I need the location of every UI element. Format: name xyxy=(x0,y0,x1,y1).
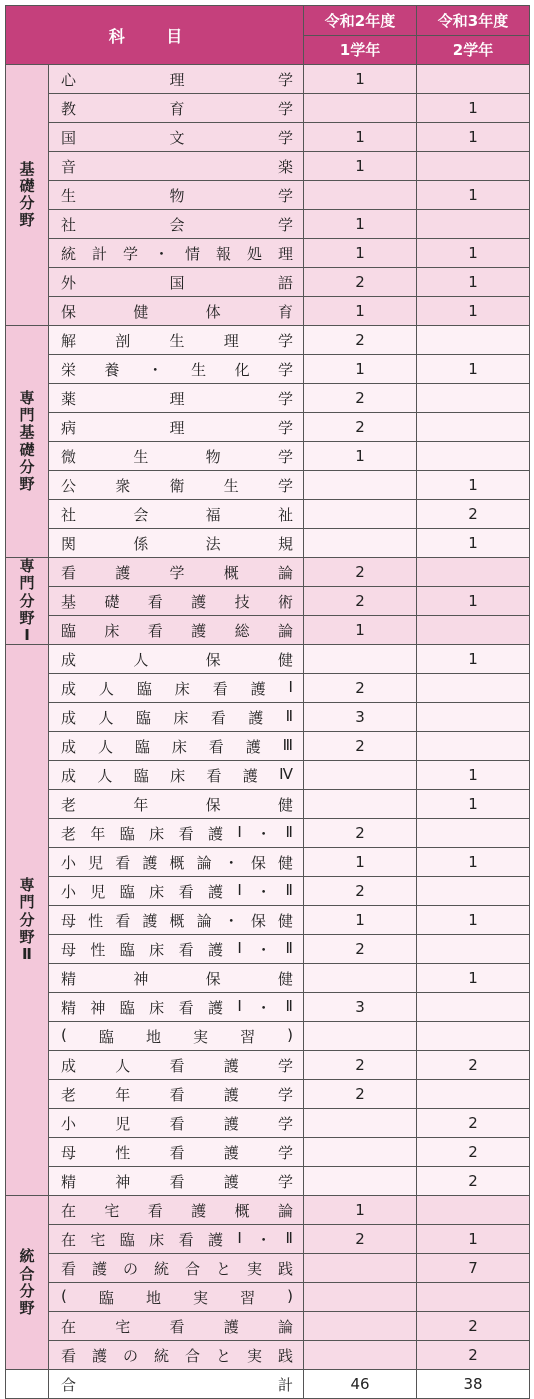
year1-value: 2 xyxy=(304,413,417,442)
table-row xyxy=(6,1341,530,1370)
subject-cell: 臨 床 看 護 総 論 xyxy=(49,616,304,645)
subject-cell: 保 健 体 育 xyxy=(49,297,304,326)
year1-value xyxy=(304,964,417,993)
subject-cell: 母 性 看 護 学 xyxy=(49,1138,304,1167)
total-label xyxy=(49,1370,304,1399)
year1-value: 3 xyxy=(304,993,417,1022)
year2-value: 2 xyxy=(417,1312,530,1341)
year2-value: 1 xyxy=(417,355,530,384)
year2-value: 2 xyxy=(417,1167,530,1196)
year1-value xyxy=(304,645,417,674)
table-row xyxy=(6,819,530,848)
year1-value: 2 xyxy=(304,1225,417,1254)
year2-value xyxy=(417,703,530,732)
subject-cell: 教 育 学 xyxy=(49,94,304,123)
year2-value xyxy=(417,993,530,1022)
total-year1: 46 xyxy=(304,1370,417,1399)
year2-value: 7 xyxy=(417,1254,530,1283)
year2-value xyxy=(417,1080,530,1109)
table-row xyxy=(6,1080,530,1109)
year2-value: 1 xyxy=(417,761,530,790)
year1-value xyxy=(304,471,417,500)
year2-value: 1 xyxy=(417,848,530,877)
table-row xyxy=(6,993,530,1022)
year1-value xyxy=(304,761,417,790)
year2-value: 1 xyxy=(417,1225,530,1254)
subject-header: 科 目 xyxy=(6,6,304,65)
subject-cell: 小 児 看 護 学 xyxy=(49,1109,304,1138)
year2-value xyxy=(417,384,530,413)
year1-header: 令和2年度 xyxy=(304,6,417,36)
table-body xyxy=(6,65,530,1370)
year2-header: 令和3年度 xyxy=(417,6,530,36)
table-row xyxy=(6,123,530,152)
subject-cell: 老 年 保 健 xyxy=(49,790,304,819)
subject-cell: 成 人 保 健 xyxy=(49,645,304,674)
subject-cell: 成 人 臨 床 看 護 Ⅱ xyxy=(49,703,304,732)
subject-cell: 在 宅 看 護 論 xyxy=(49,1312,304,1341)
subject-cell: 精 神 臨 床 看 護 Ⅰ ・ Ⅱ xyxy=(49,993,304,1022)
year1-value: 1 xyxy=(304,355,417,384)
subject-cell: 小 児 臨 床 看 護 Ⅰ ・ Ⅱ xyxy=(49,877,304,906)
year2-value xyxy=(417,819,530,848)
subject-cell: 国 文 学 xyxy=(49,123,304,152)
subject-cell: 母 性 看 護 概 論 ・ 保 健 xyxy=(49,906,304,935)
table-row xyxy=(6,1312,530,1341)
year1-value xyxy=(304,1022,417,1051)
table-row xyxy=(6,674,530,703)
curriculum-table xyxy=(5,5,530,1399)
table-row xyxy=(6,413,530,442)
year1-value: 1 xyxy=(304,210,417,239)
total-label-right: 計 xyxy=(278,1375,294,1394)
total-blank-cell xyxy=(6,1370,49,1399)
year1-value xyxy=(304,1167,417,1196)
year2-value xyxy=(417,732,530,761)
table-row xyxy=(6,935,530,964)
subject-cell: 成 人 臨 床 看 護 Ⅰ xyxy=(49,674,304,703)
subject-cell: 看 護 の 統 合 と 実 践 xyxy=(49,1341,304,1370)
subject-cell: 看 護 学 概 論 xyxy=(49,558,304,587)
table-row xyxy=(6,181,530,210)
year1-value xyxy=(304,181,417,210)
year2-value: 1 xyxy=(417,906,530,935)
table-row xyxy=(6,471,530,500)
year2-value xyxy=(417,442,530,471)
year1-value: 2 xyxy=(304,268,417,297)
table-row xyxy=(6,326,530,355)
table-row xyxy=(6,297,530,326)
table-row xyxy=(6,355,530,384)
year2-value: 1 xyxy=(417,529,530,558)
year2-value: 1 xyxy=(417,239,530,268)
table-row xyxy=(6,1022,530,1051)
year1-value: 2 xyxy=(304,674,417,703)
year1-value: 1 xyxy=(304,616,417,645)
year2-value xyxy=(417,210,530,239)
year1-value xyxy=(304,1312,417,1341)
subject-cell: 栄 養 ・ 生 化 学 xyxy=(49,355,304,384)
year1-value: 1 xyxy=(304,239,417,268)
table-row xyxy=(6,1196,530,1225)
year1-value: 1 xyxy=(304,297,417,326)
subject-cell: 老 年 臨 床 看 護 Ⅰ ・ Ⅱ xyxy=(49,819,304,848)
table-row xyxy=(6,1167,530,1196)
subject-cell: 看 護 の 統 合 と 実 践 xyxy=(49,1254,304,1283)
table-row xyxy=(6,558,530,587)
year2-value: 2 xyxy=(417,1138,530,1167)
category-cell: 統 合 分 野 xyxy=(6,1196,49,1370)
year1-value: 1 xyxy=(304,152,417,181)
year2-value: 1 xyxy=(417,587,530,616)
total-year2: 38 xyxy=(417,1370,530,1399)
table-row xyxy=(6,761,530,790)
year1-value: 2 xyxy=(304,877,417,906)
year1-value: 2 xyxy=(304,935,417,964)
year2-value: 1 xyxy=(417,123,530,152)
table-row xyxy=(6,645,530,674)
category-cell: 専 門 分 野 Ⅱ xyxy=(6,645,49,1196)
subject-cell: 成 人 臨 床 看 護 Ⅳ xyxy=(49,761,304,790)
subject-cell: 微 生 物 学 xyxy=(49,442,304,471)
year1-value: 2 xyxy=(304,732,417,761)
subject-cell: 外 国 語 xyxy=(49,268,304,297)
year2-value xyxy=(417,326,530,355)
table-row xyxy=(6,384,530,413)
table-row xyxy=(6,1138,530,1167)
subject-cell: 病 理 学 xyxy=(49,413,304,442)
year2-value xyxy=(417,616,530,645)
subject-cell: 精 神 看 護 学 xyxy=(49,1167,304,1196)
subject-cell: 社 会 学 xyxy=(49,210,304,239)
total-label-left: 合 xyxy=(61,1375,77,1394)
year1-value: 2 xyxy=(304,384,417,413)
year1-value: 1 xyxy=(304,1196,417,1225)
subject-cell: 統 計 学 ・ 情 報 処 理 xyxy=(49,239,304,268)
year1-value xyxy=(304,94,417,123)
year1-value: 2 xyxy=(304,587,417,616)
year2-value: 1 xyxy=(417,181,530,210)
subject-cell: 関 係 法 規 xyxy=(49,529,304,558)
subject-cell: 薬 理 学 xyxy=(49,384,304,413)
year1-value: 1 xyxy=(304,123,417,152)
year2-grade-header: 2学年 xyxy=(417,35,530,65)
table-row xyxy=(6,1051,530,1080)
table-row xyxy=(6,1254,530,1283)
year2-value xyxy=(417,877,530,906)
year2-value xyxy=(417,935,530,964)
subject-cell: 生 物 学 xyxy=(49,181,304,210)
table-row xyxy=(6,616,530,645)
year1-value: 2 xyxy=(304,819,417,848)
table-row xyxy=(6,529,530,558)
year1-value: 2 xyxy=(304,326,417,355)
table-row xyxy=(6,790,530,819)
year1-value xyxy=(304,1283,417,1312)
table-row xyxy=(6,877,530,906)
year2-value: 1 xyxy=(417,94,530,123)
year2-value: 2 xyxy=(417,1109,530,1138)
subject-cell: 公 衆 衛 生 学 xyxy=(49,471,304,500)
subject-cell: 成 人 臨 床 看 護 Ⅲ xyxy=(49,732,304,761)
year1-value xyxy=(304,1109,417,1138)
table-row xyxy=(6,703,530,732)
subject-cell: 音 楽 xyxy=(49,152,304,181)
year2-value xyxy=(417,558,530,587)
table-row xyxy=(6,268,530,297)
year1-value xyxy=(304,1254,417,1283)
year1-value: 1 xyxy=(304,65,417,94)
year2-value xyxy=(417,152,530,181)
year2-value: 1 xyxy=(417,471,530,500)
year1-value xyxy=(304,529,417,558)
table-row xyxy=(6,442,530,471)
year2-value xyxy=(417,674,530,703)
year2-value: 1 xyxy=(417,297,530,326)
year2-value: 2 xyxy=(417,500,530,529)
year1-value: 2 xyxy=(304,1080,417,1109)
table-row xyxy=(6,94,530,123)
subject-cell: 解 剖 生 理 学 xyxy=(49,326,304,355)
table-row xyxy=(6,152,530,181)
subject-cell: 在 宅 看 護 概 論 xyxy=(49,1196,304,1225)
total-row xyxy=(6,1370,530,1399)
category-cell: 専 門 分 野 Ⅰ xyxy=(6,558,49,645)
year1-value: 1 xyxy=(304,906,417,935)
year2-value xyxy=(417,1022,530,1051)
table-row xyxy=(6,587,530,616)
table-row xyxy=(6,964,530,993)
year2-value: 1 xyxy=(417,268,530,297)
table-row xyxy=(6,210,530,239)
year2-value: 2 xyxy=(417,1051,530,1080)
table-row xyxy=(6,1225,530,1254)
year1-grade-header: 1学年 xyxy=(304,35,417,65)
table-row xyxy=(6,239,530,268)
year1-value: 1 xyxy=(304,442,417,471)
year1-value xyxy=(304,500,417,529)
category-cell: 専 門 基 礎 分 野 xyxy=(6,326,49,558)
year1-value: 2 xyxy=(304,558,417,587)
table-row xyxy=(6,65,530,94)
year1-value xyxy=(304,1138,417,1167)
subject-cell: 在 宅 臨 床 看 護 Ⅰ ・ Ⅱ xyxy=(49,1225,304,1254)
year1-value xyxy=(304,1341,417,1370)
subject-cell: 基 礎 看 護 技 術 xyxy=(49,587,304,616)
year2-value xyxy=(417,1283,530,1312)
table-row xyxy=(6,906,530,935)
subject-cell: 心 理 学 xyxy=(49,65,304,94)
year1-value: 1 xyxy=(304,848,417,877)
year2-value: 2 xyxy=(417,1341,530,1370)
year2-value xyxy=(417,1196,530,1225)
subject-cell: ( 臨 地 実 習 ) xyxy=(49,1283,304,1312)
year1-value: 2 xyxy=(304,1051,417,1080)
table-row xyxy=(6,1283,530,1312)
table-row xyxy=(6,1109,530,1138)
table-row xyxy=(6,500,530,529)
subject-cell: 小 児 看 護 概 論 ・ 保 健 xyxy=(49,848,304,877)
subject-cell: 成 人 看 護 学 xyxy=(49,1051,304,1080)
year1-value xyxy=(304,790,417,819)
subject-cell: 精 神 保 健 xyxy=(49,964,304,993)
subject-cell: 社 会 福 祉 xyxy=(49,500,304,529)
category-cell: 基 礎 分 野 xyxy=(6,65,49,326)
year2-value: 1 xyxy=(417,790,530,819)
year2-value xyxy=(417,65,530,94)
subject-cell: 老 年 看 護 学 xyxy=(49,1080,304,1109)
year2-value: 1 xyxy=(417,645,530,674)
year1-value: 3 xyxy=(304,703,417,732)
table-row xyxy=(6,732,530,761)
year2-value xyxy=(417,413,530,442)
subject-cell: 母 性 臨 床 看 護 Ⅰ ・ Ⅱ xyxy=(49,935,304,964)
table-row xyxy=(6,848,530,877)
subject-cell: ( 臨 地 実 習 ) xyxy=(49,1022,304,1051)
year2-value: 1 xyxy=(417,964,530,993)
